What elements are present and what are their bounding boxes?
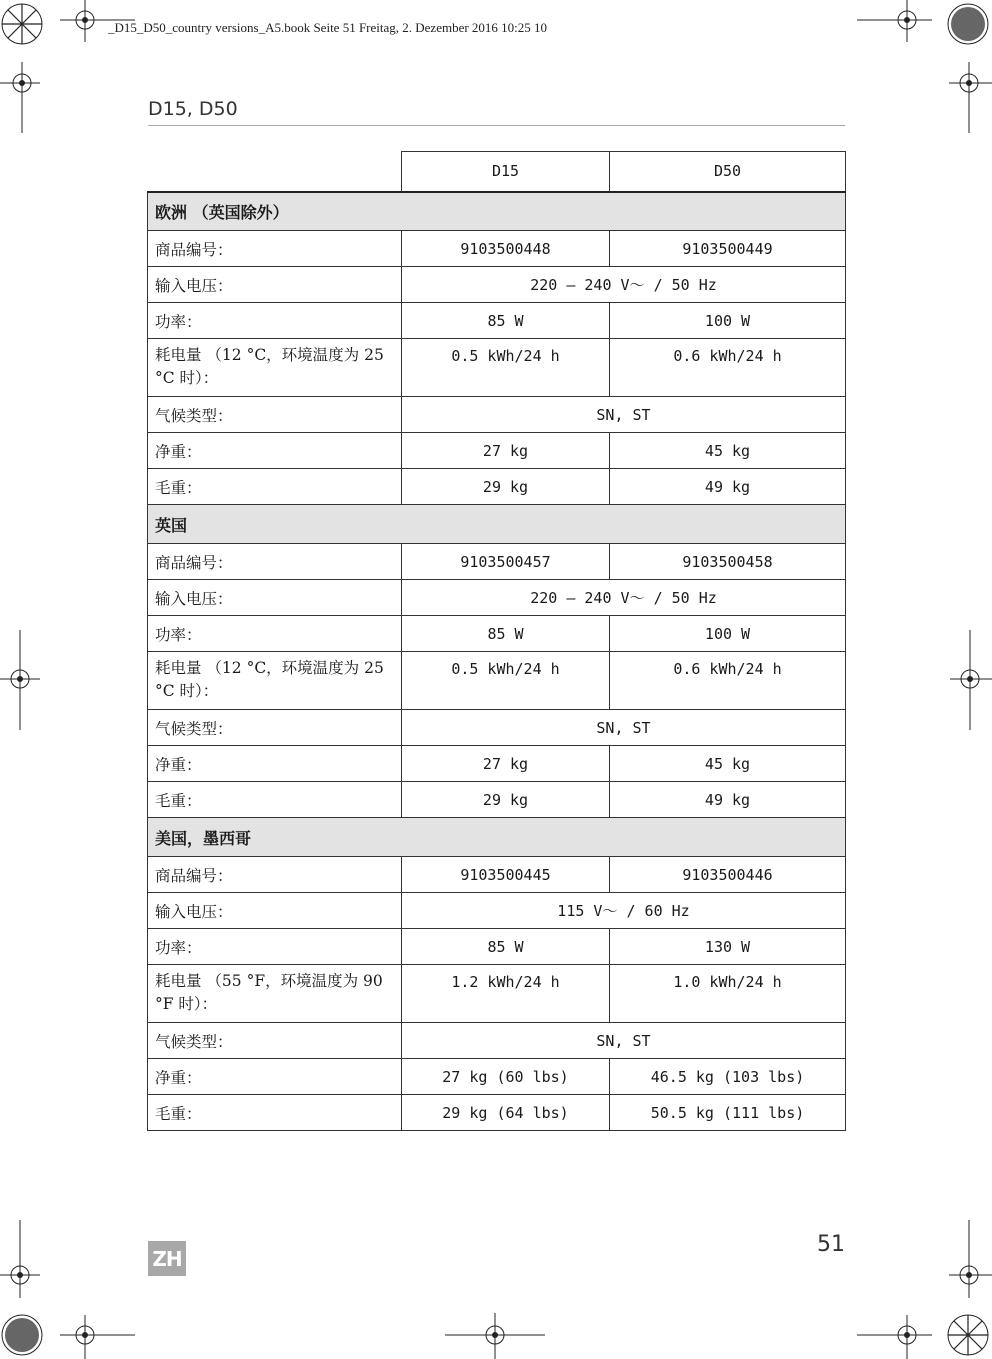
column-header-d15: D15 [402, 152, 610, 192]
table-row [148, 652, 846, 710]
row-value-d50: 49 kg [610, 469, 846, 505]
row-value-d50: 50.5 kg (111 lbs) [610, 1095, 846, 1131]
row-label: 输入电压： [148, 580, 402, 616]
table-row [148, 616, 846, 652]
row-value-span: 220 – 240 V〜 / 50 Hz [402, 267, 846, 303]
row-value-d15: 27 kg (60 lbs) [402, 1059, 610, 1095]
row-value-d50: 9103500449 [610, 231, 846, 267]
row-value-d15: 29 kg (64 lbs) [402, 1095, 610, 1131]
crop-mark-bottom-right [852, 1220, 992, 1359]
row-label: 输入电压： [148, 267, 402, 303]
table-row [148, 746, 846, 782]
crop-mark-top-right [852, 0, 992, 140]
table-row [148, 231, 846, 267]
row-label: 功率： [148, 616, 402, 652]
row-value-d15: 85 W [402, 929, 610, 965]
row-label: 商品编号： [148, 231, 402, 267]
row-value-d15: 27 kg [402, 746, 610, 782]
table-row [148, 1059, 846, 1095]
row-label: 毛重： [148, 469, 402, 505]
row-value-d15: 29 kg [402, 469, 610, 505]
table-row [148, 782, 846, 818]
table-row [148, 397, 846, 433]
row-label: 输入电压： [148, 893, 402, 929]
row-label: 商品编号： [148, 857, 402, 893]
table-row [148, 857, 846, 893]
row-value-d15: 29 kg [402, 782, 610, 818]
section-title: 美国，墨西哥 [148, 818, 846, 857]
row-value-span: SN, ST [402, 710, 846, 746]
table-row [148, 1023, 846, 1059]
table-row [148, 929, 846, 965]
row-value-d50: 46.5 kg (103 lbs) [610, 1059, 846, 1095]
row-value-d15: 1.2 kWh/24 h [402, 965, 610, 1023]
crop-mark-bottom-center [445, 1310, 545, 1359]
page-number: 51 [817, 1232, 845, 1257]
row-label: 耗电量 （12 °C，环境温度为 25 °C 时）： [148, 652, 402, 710]
table-header-row [148, 152, 846, 192]
row-value-d15: 9103500448 [402, 231, 610, 267]
crop-mark-bottom-left [0, 1220, 140, 1359]
table-row [148, 303, 846, 339]
row-value-span: 220 – 240 V〜 / 50 Hz [402, 580, 846, 616]
row-value-d15: 85 W [402, 616, 610, 652]
row-value-span: SN, ST [402, 1023, 846, 1059]
row-value-span: SN, ST [402, 397, 846, 433]
row-label: 净重： [148, 433, 402, 469]
crop-mark-right-middle [948, 630, 992, 730]
crop-mark-top-left [0, 0, 140, 140]
table-row [148, 580, 846, 616]
row-value-d15: 0.5 kWh/24 h [402, 652, 610, 710]
row-value-d50: 49 kg [610, 782, 846, 818]
row-value-span: 115 V〜 / 60 Hz [402, 893, 846, 929]
table-row [148, 469, 846, 505]
row-value-d50: 45 kg [610, 433, 846, 469]
row-label: 耗电量 （12 °C，环境温度为 25 °C 时）： [148, 339, 402, 397]
header-blank-cell [148, 152, 402, 192]
table-row [148, 544, 846, 580]
row-value-d50: 9103500446 [610, 857, 846, 893]
row-value-d15: 85 W [402, 303, 610, 339]
row-label: 功率： [148, 929, 402, 965]
row-value-d50: 130 W [610, 929, 846, 965]
row-label: 净重： [148, 746, 402, 782]
section-title: 英国 [148, 505, 846, 544]
section-title: 欧洲 （英国除外） [148, 192, 846, 231]
table-row [148, 893, 846, 929]
row-label: 商品编号： [148, 544, 402, 580]
row-value-d50: 100 W [610, 303, 846, 339]
section-header-row [148, 505, 846, 544]
crop-mark-left-middle [0, 630, 45, 730]
spec-table [147, 151, 846, 1131]
row-value-d50: 9103500458 [610, 544, 846, 580]
row-label: 气候类型： [148, 397, 402, 433]
row-value-d15: 0.5 kWh/24 h [402, 339, 610, 397]
table-row [148, 267, 846, 303]
row-value-d50: 45 kg [610, 746, 846, 782]
row-label: 耗电量 （55 °F，环境温度为 90 °F 时）： [148, 965, 402, 1023]
table-row [148, 433, 846, 469]
row-label: 气候类型： [148, 1023, 402, 1059]
table-row [148, 1095, 846, 1131]
row-value-d15: 9103500457 [402, 544, 610, 580]
row-label: 毛重： [148, 1095, 402, 1131]
row-label: 功率： [148, 303, 402, 339]
row-value-d50: 0.6 kWh/24 h [610, 652, 846, 710]
table-row [148, 965, 846, 1023]
table-row [148, 339, 846, 397]
print-header: _D15_D50_country versions_A5.book Seite 51 Freitag, 2. Dezember 2016 10:25 10 [108, 20, 548, 35]
row-value-d50: 1.0 kWh/24 h [610, 965, 846, 1023]
language-badge: ZH [148, 1241, 186, 1276]
section-header-row [148, 818, 846, 857]
row-value-d50: 0.6 kWh/24 h [610, 339, 846, 397]
row-value-d15: 9103500445 [402, 857, 610, 893]
column-header-d50: D50 [610, 152, 846, 192]
section-header-row [148, 192, 846, 231]
row-label: 毛重： [148, 782, 402, 818]
table-row [148, 710, 846, 746]
row-value-d50: 100 W [610, 616, 846, 652]
row-value-d15: 27 kg [402, 433, 610, 469]
header-rule [148, 125, 845, 126]
row-label: 净重： [148, 1059, 402, 1095]
running-head: D15, D50 [148, 98, 238, 120]
row-label: 气候类型： [148, 710, 402, 746]
